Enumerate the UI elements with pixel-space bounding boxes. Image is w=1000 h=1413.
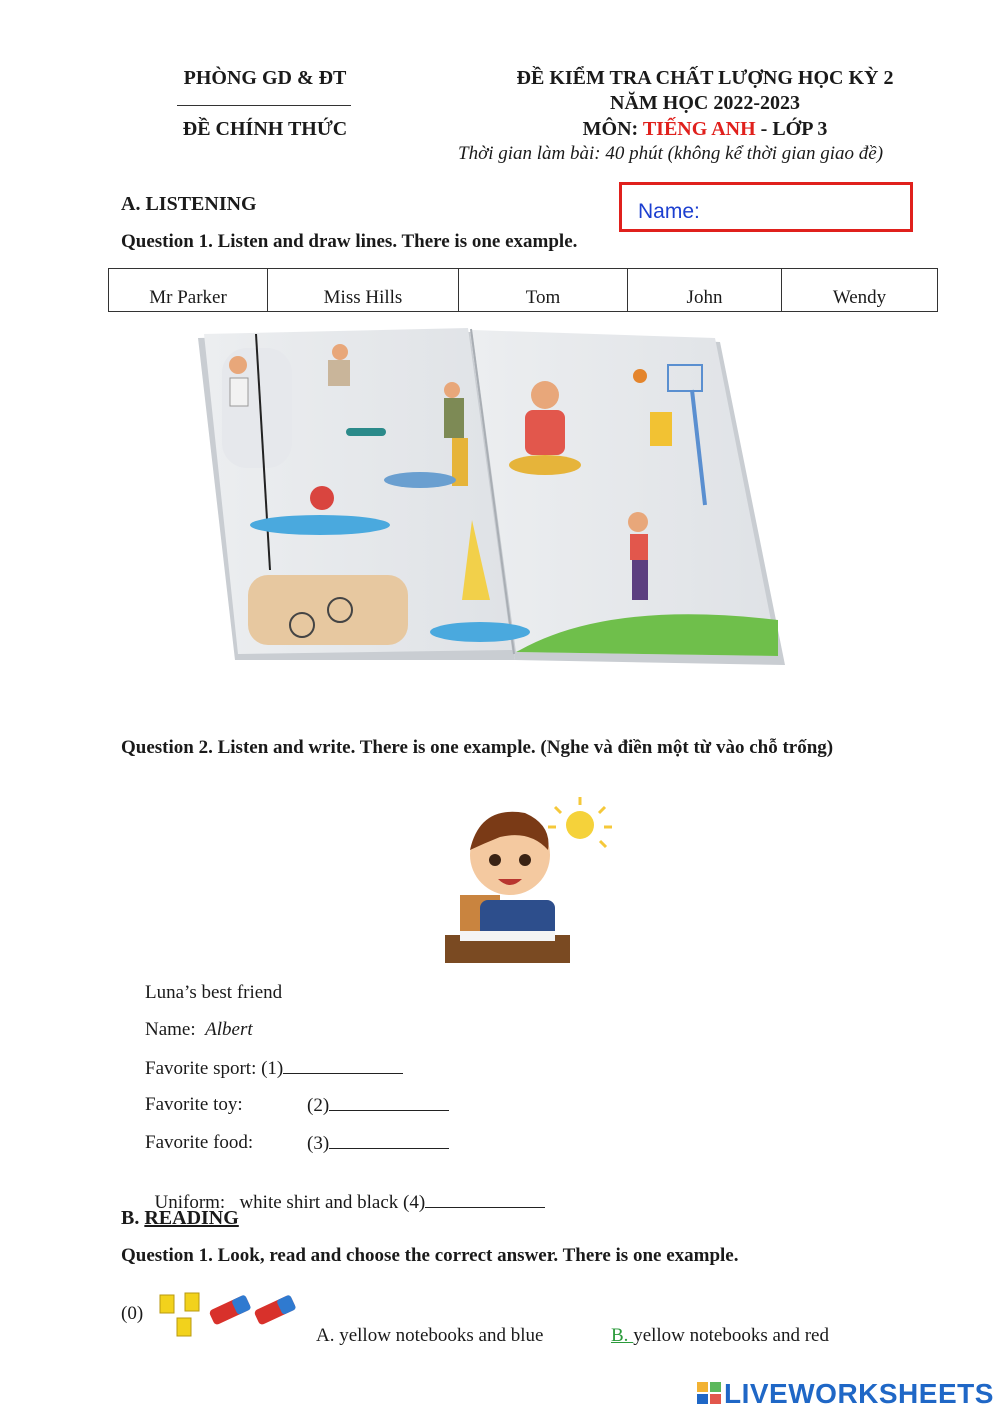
subject-line bbox=[460, 118, 950, 141]
question-1-reading: Question 1. Look, read and choose the correct answer. There is one example. bbox=[121, 1245, 739, 1266]
food-label: Favorite food: bbox=[145, 1132, 254, 1153]
name-label: Name: bbox=[638, 200, 700, 223]
liveworksheets-logo-icon bbox=[697, 1382, 723, 1406]
name-row-label: Name: bbox=[145, 1019, 196, 1040]
toy-answer bbox=[307, 1094, 449, 1117]
name-cell[interactable]: Tom bbox=[459, 269, 628, 312]
example-answer: Albert bbox=[205, 1019, 253, 1040]
answer-blank-1[interactable] bbox=[283, 1057, 403, 1074]
answer-blank-3[interactable] bbox=[329, 1132, 449, 1149]
toy-label: Favorite toy: bbox=[145, 1094, 243, 1115]
notebooks-erasers-picture bbox=[155, 1290, 300, 1345]
exam-title: ĐỀ KIỂM TRA CHẤT LƯỢNG HỌC KỲ 2 bbox=[516, 67, 894, 89]
food-row bbox=[145, 1132, 253, 1154]
uniform-label: Uniform: white shirt and black (4) bbox=[154, 1192, 426, 1213]
name-row bbox=[145, 1019, 253, 1041]
food-answer bbox=[307, 1132, 449, 1155]
sports-book-illustration bbox=[190, 320, 790, 675]
section-a-title: A. LISTENING bbox=[121, 193, 257, 215]
name-cell[interactable]: John bbox=[628, 269, 782, 312]
boy-idea-illustration bbox=[440, 795, 620, 970]
option-a[interactable]: A. yellow notebooks and blue bbox=[316, 1325, 544, 1346]
sport-label: Favorite sport: (1) bbox=[145, 1058, 284, 1079]
liveworksheets-logo[interactable]: LIVEWORKSHEETS bbox=[724, 1378, 994, 1409]
toy-num: (2) bbox=[307, 1095, 330, 1116]
option-b-text: yellow notebooks and red bbox=[633, 1325, 829, 1346]
official-label: ĐỀ CHÍNH THỨC bbox=[182, 118, 348, 140]
food-num: (3) bbox=[307, 1133, 330, 1154]
form-title: Luna’s best friend bbox=[145, 982, 283, 1003]
example-number: (0) bbox=[121, 1303, 144, 1324]
name-cell[interactable]: Wendy bbox=[782, 269, 938, 312]
subject-name: TIẾNG ANH bbox=[642, 118, 756, 140]
names-table bbox=[108, 268, 938, 312]
name-cell[interactable]: Miss Hills bbox=[268, 269, 459, 312]
section-b-title bbox=[121, 1207, 239, 1230]
name-input-box[interactable] bbox=[619, 182, 913, 232]
sport-row bbox=[145, 1057, 403, 1080]
subject-prefix: MÔN: bbox=[582, 118, 643, 140]
answer-blank-2[interactable] bbox=[329, 1094, 449, 1111]
school-year: NĂM HỌC 2022-2023 bbox=[610, 92, 800, 114]
toy-row bbox=[145, 1094, 243, 1116]
name-cell[interactable]: Mr Parker bbox=[109, 269, 268, 312]
subject-suffix: - LỚP 3 bbox=[755, 118, 828, 140]
question-1-listening: Question 1. Listen and draw lines. There is one example. bbox=[121, 231, 578, 252]
question-2-listening: Question 2. Listen and write. There is one example. (Nghe và điền một từ vào chỗ trống) bbox=[121, 737, 834, 758]
option-b-letter: B. bbox=[611, 1325, 634, 1346]
answer-blank-4[interactable] bbox=[425, 1191, 545, 1208]
section-b-name: READING bbox=[144, 1207, 239, 1229]
department-title: PHÒNG GD & ĐT bbox=[183, 67, 347, 89]
option-b[interactable] bbox=[611, 1325, 829, 1347]
section-b-prefix: B. bbox=[121, 1207, 145, 1229]
header-divider bbox=[177, 105, 351, 106]
time-note: Thời gian làm bài: 40 phút (không kể thời gian giao đề) bbox=[458, 143, 884, 164]
